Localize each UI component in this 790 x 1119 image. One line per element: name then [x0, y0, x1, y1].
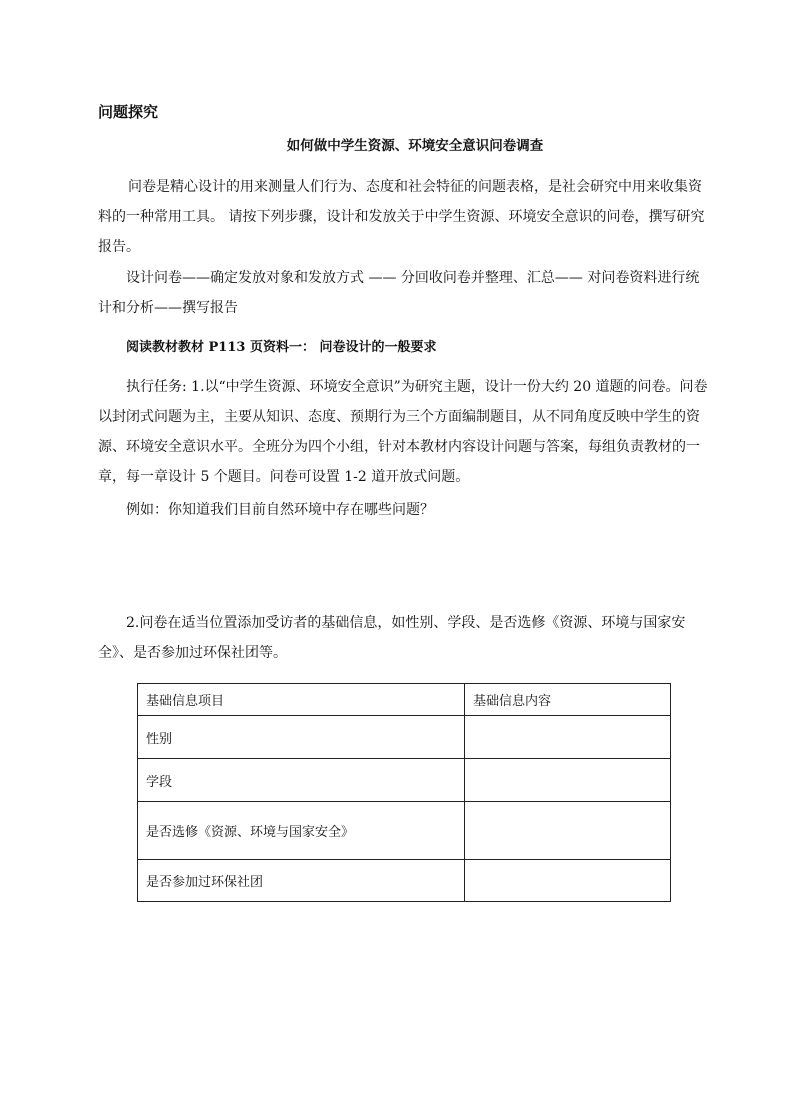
table-cell: 是否参加过环保社团	[138, 860, 465, 902]
table-header-cell: 基础信息内容	[465, 684, 671, 716]
intro-paragraph: 问卷是精心设计的用来测量人们行为、态度和社会特征的问题表格，是社会研究中用来收集资料的一种常用工具。 请按下列步骤，设计和发放关于中学生资源、环境安全意识的问卷，撰写研究报告。	[98, 179, 705, 255]
table-cell	[465, 759, 671, 802]
table-header-cell: 基础信息项目	[138, 684, 465, 716]
section-heading: 问题探究	[98, 103, 159, 121]
table-cell: 性别	[138, 716, 465, 759]
basic-info-table	[137, 683, 671, 902]
table-row	[138, 716, 671, 759]
example-paragraph: 例如：你知道我们目前自然环境中存在哪些问题？	[126, 502, 434, 518]
item2-paragraph: 2.问卷在适当位置添加受访者的基础信息，如性别、学段、是否选修《资源、环境与国家安全》、是否参加过环保社团等。	[98, 615, 686, 661]
page-title: 如何做中学生资源、环境安全意识问卷调查	[286, 138, 544, 154]
steps-paragraph: 设计问卷——确定发放对象和发放方式 —— 分回收问卷并整理、汇总—— 对问卷资料进行统计和分析——撰写报告	[98, 270, 700, 316]
table-row	[138, 860, 671, 902]
table-cell	[465, 860, 671, 902]
table-row	[138, 802, 671, 860]
table-cell: 学段	[138, 759, 465, 802]
task-paragraph: 执行任务: 1.以“中学生资源、环境安全意识”为研究主题，设计一份大约 20 道题的问卷。问卷以封闭式问题为主，主要从知识、态度、预期行为三个方面编制题目，从不同角度反映中学生的资源、环境安全意识水平。全班分为四个小组，针对本教材内容设计问题与答案，每组负责教材的一章，每一章设计 5 个题目。问卷可设置 1-2 道开放式问题。	[98, 379, 708, 485]
table-row	[138, 759, 671, 802]
table-cell	[465, 716, 671, 759]
table-cell	[465, 802, 671, 860]
table-cell: 是否选修《资源、环境与国家安全》	[138, 802, 465, 860]
table-header-row	[138, 684, 671, 716]
reading-subheading: 阅读教材教材 P113 页资料一： 问卷设计的一般要求	[126, 340, 437, 355]
